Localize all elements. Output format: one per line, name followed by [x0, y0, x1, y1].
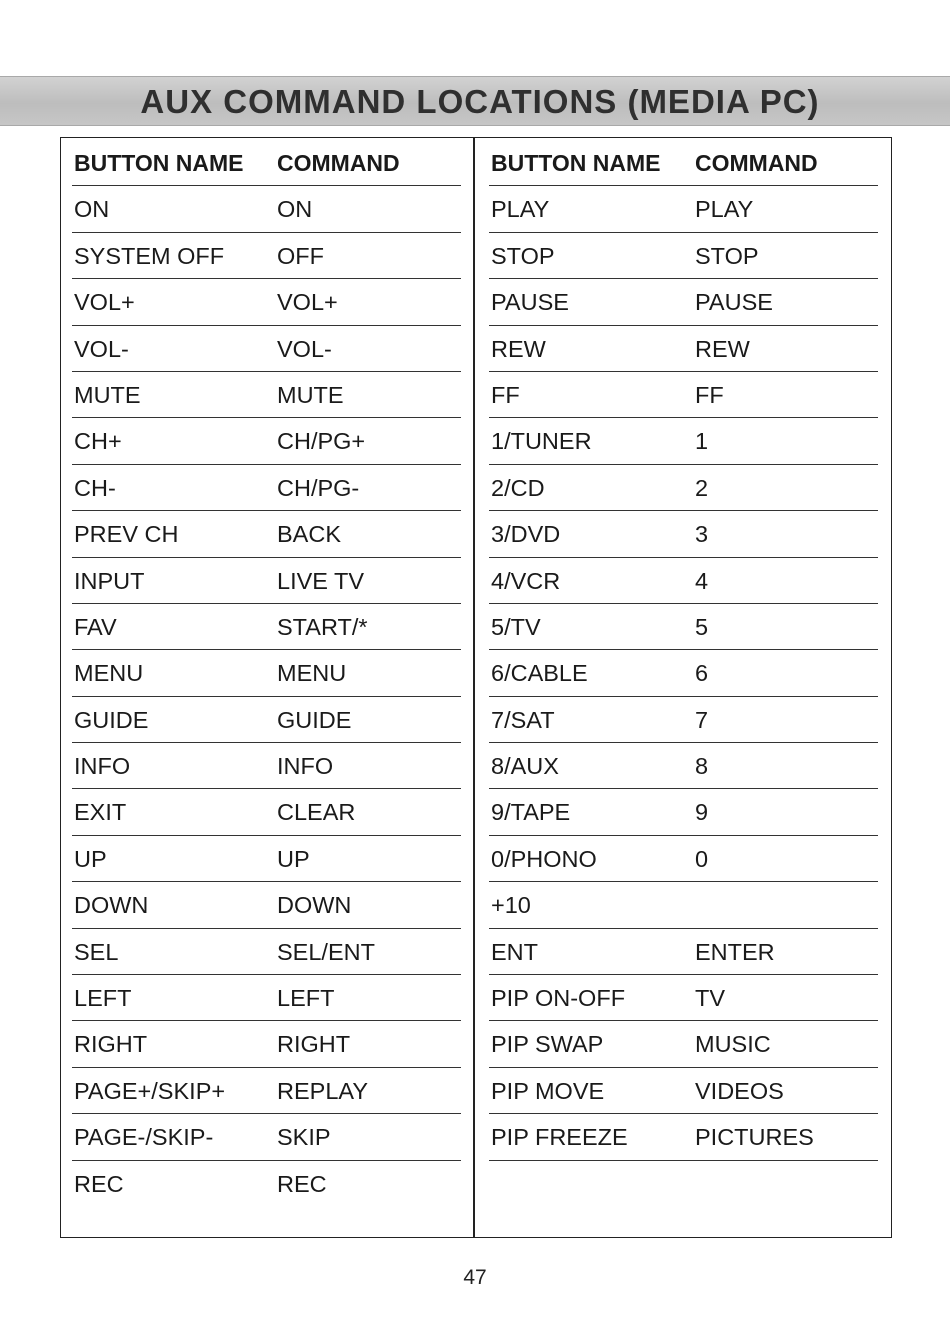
- button-name-cell: PLAY: [491, 196, 550, 223]
- table-row: [489, 326, 878, 372]
- command-cell: MENU: [277, 660, 347, 687]
- page-number: 47: [463, 1266, 487, 1289]
- table-row: [72, 836, 461, 882]
- command-cell: PAUSE: [695, 289, 773, 316]
- table-row: [489, 558, 878, 604]
- button-name-cell: VOL-: [74, 335, 129, 362]
- table-row: [489, 650, 878, 696]
- table-row: [489, 279, 878, 325]
- command-cell: REC: [277, 1170, 327, 1197]
- button-name-cell: FF: [491, 381, 520, 408]
- command-cell: PICTURES: [695, 1124, 814, 1151]
- table-row: [489, 836, 878, 882]
- command-cell: 6: [695, 660, 709, 687]
- button-name-cell: MUTE: [74, 381, 141, 408]
- table-row: [72, 1161, 461, 1207]
- right-rows: [489, 186, 878, 1160]
- button-name-cell: VOL+: [74, 289, 135, 316]
- table-row: [489, 372, 878, 418]
- header-command: COMMAND: [277, 150, 400, 176]
- table-row: [72, 650, 461, 696]
- button-name-cell: 0/PHONO: [491, 845, 597, 872]
- table-row: [72, 882, 461, 928]
- command-cell: TV: [695, 985, 726, 1012]
- command-cell: 1: [695, 428, 709, 455]
- header-button-name: BUTTON NAME: [74, 150, 244, 176]
- command-cell: REW: [695, 335, 750, 362]
- table-header: [72, 140, 461, 186]
- table-row: [72, 697, 461, 743]
- table-row: [72, 186, 461, 232]
- table-row: [72, 1114, 461, 1160]
- table-header: [489, 140, 878, 186]
- command-cell: LEFT: [277, 985, 335, 1012]
- command-cell: UP: [277, 845, 310, 872]
- button-name-cell: +10: [491, 892, 531, 919]
- command-cell: 2: [695, 474, 709, 501]
- command-cell: CH/PG-: [277, 474, 360, 501]
- button-name-cell: SYSTEM OFF: [74, 242, 225, 269]
- command-cell: VOL-: [277, 335, 332, 362]
- button-name-cell: CH-: [74, 474, 116, 501]
- command-cell: PLAY: [695, 196, 754, 223]
- table-row: [489, 1114, 878, 1160]
- button-name-cell: UP: [74, 845, 107, 872]
- button-name-cell: ENT: [491, 938, 538, 965]
- right-column: [489, 140, 878, 1161]
- command-cell: START/*: [277, 613, 368, 640]
- button-name-cell: 4/VCR: [491, 567, 561, 594]
- button-name-cell: PAGE+/SKIP+: [74, 1077, 226, 1104]
- button-name-cell: PAGE-/SKIP-: [74, 1124, 214, 1151]
- button-name-cell: REC: [74, 1170, 124, 1197]
- button-name-cell: EXIT: [74, 799, 127, 826]
- table-row: [489, 789, 878, 835]
- button-name-cell: ON: [74, 196, 110, 223]
- command-cell: ON: [277, 196, 313, 223]
- table-row: [489, 697, 878, 743]
- command-cell: 7: [695, 706, 709, 733]
- table-row: [489, 604, 878, 650]
- command-cell: RIGHT: [277, 1031, 351, 1058]
- button-name-cell: 3/DVD: [491, 521, 561, 548]
- table-row: [72, 929, 461, 975]
- button-name-cell: 9/TAPE: [491, 799, 571, 826]
- button-name-cell: 6/CABLE: [491, 660, 588, 687]
- table-row: [72, 789, 461, 835]
- table-row: [72, 975, 461, 1021]
- command-cell: 3: [695, 521, 709, 548]
- table-row: [72, 326, 461, 372]
- page-title: AUX COMMAND LOCATIONS (MEDIA PC): [140, 83, 820, 120]
- command-cell: VIDEOS: [695, 1077, 784, 1104]
- table-row: [72, 233, 461, 279]
- button-name-cell: PIP ON-OFF: [491, 985, 626, 1012]
- button-name-cell: INPUT: [74, 567, 145, 594]
- command-cell: MUSIC: [695, 1031, 771, 1058]
- command-cell: LIVE TV: [277, 567, 365, 594]
- command-cell: 8: [695, 753, 709, 780]
- table-row: [489, 233, 878, 279]
- table-row: [489, 882, 878, 928]
- left-column: [72, 140, 461, 1207]
- button-name-cell: GUIDE: [74, 706, 149, 733]
- button-name-cell: SEL: [74, 938, 119, 965]
- table-row: [489, 975, 878, 1021]
- table-row: [72, 1068, 461, 1114]
- command-cell: SEL/ENT: [277, 938, 375, 965]
- button-name-cell: PIP SWAP: [491, 1031, 604, 1058]
- table-row: [489, 743, 878, 789]
- table-row: [72, 558, 461, 604]
- command-cell: 0: [695, 845, 709, 872]
- command-cell: 4: [695, 567, 709, 594]
- button-name-cell: 7/SAT: [491, 706, 555, 733]
- table-row: [72, 465, 461, 511]
- table-row: [72, 279, 461, 325]
- command-cell: GUIDE: [277, 706, 352, 733]
- button-name-cell: CH+: [74, 428, 122, 455]
- table-row: [489, 929, 878, 975]
- table-row: [489, 186, 878, 232]
- command-cell: ENTER: [695, 938, 775, 965]
- button-name-cell: PIP MOVE: [491, 1077, 605, 1104]
- header-button-name: BUTTON NAME: [491, 150, 661, 176]
- command-cell: DOWN: [277, 892, 352, 919]
- command-cell: INFO: [277, 753, 334, 780]
- table-row: [72, 1021, 461, 1067]
- command-cell: MUTE: [277, 381, 344, 408]
- button-name-cell: 8/AUX: [491, 753, 559, 780]
- button-name-cell: DOWN: [74, 892, 149, 919]
- button-name-cell: MENU: [74, 660, 144, 687]
- command-cell: SKIP: [277, 1124, 331, 1151]
- table-row: [72, 511, 461, 557]
- button-name-cell: 5/TV: [491, 613, 541, 640]
- command-cell: STOP: [695, 242, 759, 269]
- button-name-cell: FAV: [74, 613, 117, 640]
- command-cell: BACK: [277, 521, 341, 548]
- table-row: [489, 418, 878, 464]
- command-cell: REPLAY: [277, 1077, 368, 1104]
- command-cell: 5: [695, 613, 709, 640]
- table-row: [489, 465, 878, 511]
- header-command: COMMAND: [695, 150, 818, 176]
- button-name-cell: 1/TUNER: [491, 428, 592, 455]
- table-row: [489, 511, 878, 557]
- button-name-cell: LEFT: [74, 985, 132, 1012]
- command-cell: 9: [695, 799, 709, 826]
- table-row: [72, 418, 461, 464]
- button-name-cell: INFO: [74, 753, 131, 780]
- button-name-cell: 2/CD: [491, 474, 545, 501]
- button-name-cell: PAUSE: [491, 289, 569, 316]
- table-row: [489, 1068, 878, 1114]
- command-cell: FF: [695, 381, 724, 408]
- left-rows: [72, 186, 461, 1207]
- button-name-cell: PIP FREEZE: [491, 1124, 628, 1151]
- table-row: [72, 372, 461, 418]
- title-band: [0, 76, 950, 126]
- button-name-cell: RIGHT: [74, 1031, 148, 1058]
- command-cell: OFF: [277, 242, 324, 269]
- command-cell: CLEAR: [277, 799, 356, 826]
- table-row: [489, 1021, 878, 1067]
- table-row: [72, 743, 461, 789]
- command-cell: CH/PG+: [277, 428, 366, 455]
- button-name-cell: STOP: [491, 242, 555, 269]
- column-divider: [473, 137, 475, 1238]
- command-cell: VOL+: [277, 289, 338, 316]
- button-name-cell: REW: [491, 335, 546, 362]
- button-name-cell: PREV CH: [74, 521, 179, 548]
- table-row: [72, 604, 461, 650]
